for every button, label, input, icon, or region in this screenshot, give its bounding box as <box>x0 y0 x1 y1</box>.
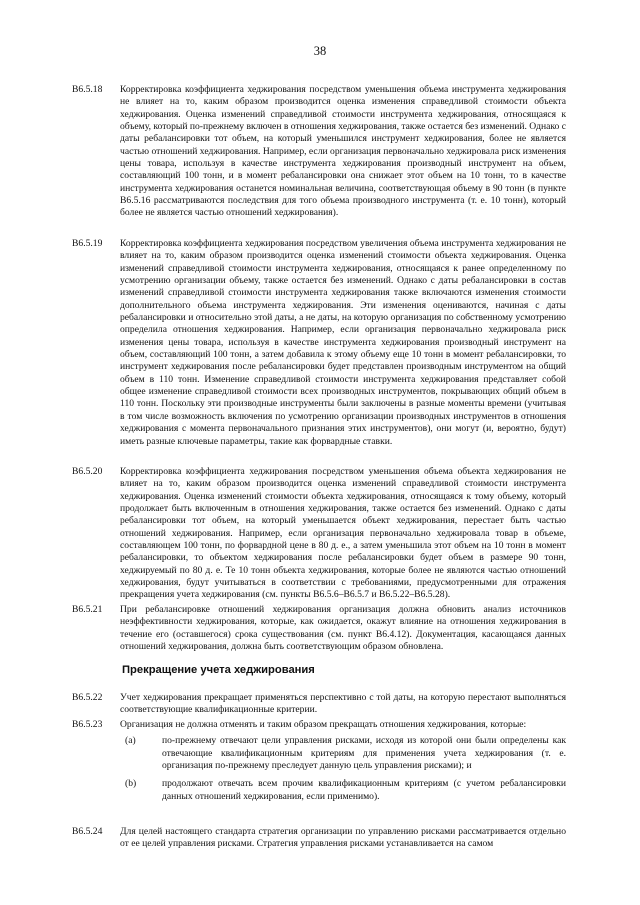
section-heading: Прекращение учета хеджирования <box>122 664 315 676</box>
paragraph-text: Корректировка коэффициента хеджирования посредством увеличения объема инструмента хеджирования не влияет на то, каким образом производится оценка изменений стоимости объекта хеджирования. Оценка изменений справедливой стоимости инструмента хеджирования, относящаяся к ранее определенному по усмотрению организации объему, также остается без изменений. Однако с даты ребалансировки в состав изменений справедливой стоимости инструмента хеджирования также включаются изменения стоимости дополнительного объема инструмента хеджирования. Эти изменения оцениваются, начиная с даты ребалансировки и относительно этой даты, а не даты, на которую организация по собственному усмотрению определила отношения хеджирования. Например, если организация первоначально хеджировала риск изменения цены товара, используя в качестве инструмента хеджирования производный инструмент на объем, составляющий 100 тонн, а затем добавила к этому объему еще 10 тонн в момент ребалансировки, то инструмент хеджирования после ребалансировки будет представлен производным инструментом на общий объем в 110 тонн. Изменение справедливой стоимости инструмента хеджирования представляет собой общее изменение справедливой стоимости всех производных инструментов, покрывающих общий объем в 110 тонн. Поскольку эти производные инструменты были заключены в разные моменты времени (учитывая в том числе возможность включения по усмотрению организации производных инструментов в отношения хеджирования с момента первоначального признания этих инструментов), они могут (и, вероятно, будут) иметь разные ключевые параметры, такие как форвардные ставки. <box>120 238 566 447</box>
paragraph-text: При ребалансировке отношений хеджирования организация должна обновить анализ источников неэффективности хеджирования, которые, как ожидается, окажут влияние на отношения хеджирования в течение его (оставшегося) срока существования (см. пункт B6.4.12). Документация, касающаяся данных отношений хеджирования, должна быть соответствующим образом обновлена. <box>120 604 566 653</box>
list-item-b <box>120 778 566 803</box>
paragraph-text: Организация не должна отменять и таким образом прекращать отношения хеджирования, которые: <box>120 719 527 730</box>
list-item-text: продолжают отвечать всем прочим квалификационным критериям (с учетом ребалансировки данных отношений хеджирования, если применимо). <box>162 778 566 802</box>
paragraph-b6-5-20 <box>72 466 566 602</box>
paragraph-b6-5-23 <box>72 719 566 803</box>
page-number: 38 <box>313 44 327 58</box>
paragraph-b6-5-21 <box>72 604 566 653</box>
paragraph-number: B6.5.23 <box>72 719 103 730</box>
list-item-label: (b) <box>125 778 137 790</box>
paragraph-b6-5-18 <box>72 84 566 220</box>
list-item-text: по-прежнему отвечают цели управления рисками, исходя из которой они были определены как отвечающие квалификационным критериям для применения учета хеджирования (т. е. организация по-прежнему преследует данную цель управления рисками); и <box>162 735 566 772</box>
paragraph-number: B6.5.21 <box>72 604 103 615</box>
paragraph-number: B6.5.19 <box>72 238 103 249</box>
list-item-label: (a) <box>125 735 136 747</box>
paragraph-number: B6.5.20 <box>72 466 103 477</box>
list-item-a <box>120 735 566 772</box>
paragraph-b6-5-24 <box>72 826 566 851</box>
paragraph-b6-5-22 <box>72 692 566 717</box>
paragraph-number: B6.5.18 <box>72 84 103 95</box>
paragraph-text: Для целей настоящего стандарта стратегия организации по управлению рисками рассматривается отдельно от ее целей управления рисками. Стратегия управления рисками устанавливается на самом <box>120 826 566 850</box>
paragraph-number: B6.5.22 <box>72 692 103 703</box>
paragraph-text: Корректировка коэффициента хеджирования посредством уменьшения объема объекта хеджирования не влияет на то, каким образом производится оценка изменений справедливой стоимости инструмента хеджирования. Оценка изменений стоимости объекта хеджирования, относящаяся к тому объему, который продолжает быть включенным в отношения хеджирования, также остается без изменений. Однако с даты ребалансировки тот объем, на который уменьшается объект хеджирования, перестает быть частью отношений хеджирования. Например, если организация первоначально хеджировала товар в объеме, составляющем 100 тонн, по форвардной цене в 80 д. е., а затем уменьшила этот объем на 10 тонн в момент ребалансировки, то объектом хеджирования после ребалансировки будет объем в размере 90 тонн, хеджируемый по 80 д. е. Те 10 тонн объекта хеджирования, которые более не являются частью отношений хеджирования, будут учитываться в соответствии с требованиями, предусмотренными для отражения прекращения учета хеджирования (см. пункты B6.5.6–B6.5.7 и B6.5.22–B6.5.28). <box>120 466 566 601</box>
paragraph-text: Учет хеджирования прекращает применяться перспективно с той даты, на которую перестают выполняться соответствующие квалификационные критерии. <box>120 692 566 716</box>
paragraph-text: Корректировка коэффициента хеджирования посредством уменьшения объема инструмента хеджирования не влияет на то, каким образом производится оценка изменения справедливой стоимости объекта хеджирования. Оценка изменений справедливой стоимости инструмента хеджирования, относящаяся к объему, который по-прежнему включен в отношения хеджирования, также остается без изменений. Однако с даты ребалансировки тот объем, на который уменьшился инструмент хеджирования, более не является частью отношений хеджирования. Например, если организация первоначально хеджировала риск изменения цены товара, используя в качестве инструмента хеджирования производный инструмент на объем, составляющий 100 тонн, и в момент ребалансировки она снижает этот объем на 10 тонн, то в качестве инструмента хеджирования останется номинальная величина, соответствующая объему в 90 тонн (в пункте B6.5.16 рассматриваются последствия для того объема производного инструмента (т. е. 10 тонн), который более не является частью отношений хеджирования). <box>120 84 566 219</box>
paragraph-b6-5-19 <box>72 238 566 448</box>
paragraph-number: B6.5.24 <box>72 826 103 837</box>
